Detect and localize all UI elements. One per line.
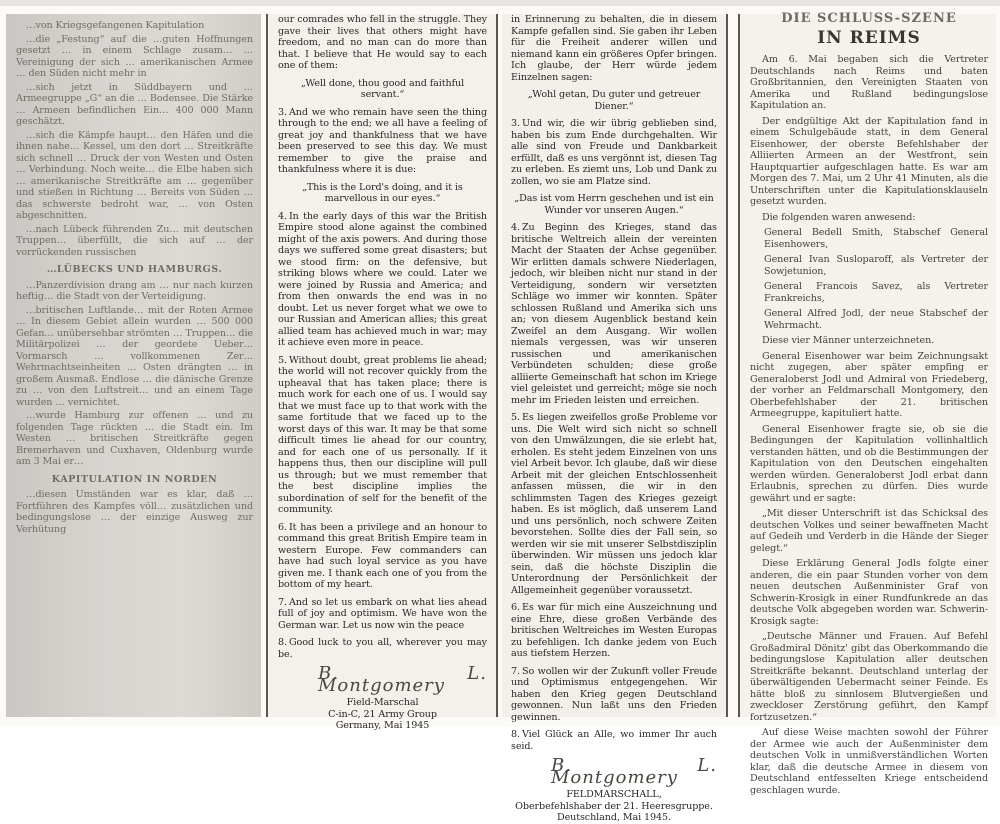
item-text: Es war für mich eine Auszeichnung und eine Ehre, diese großen Verbände des britischen Weltreiches im Westen Europas zu befehligen. Ich danke jedem von Euch aus tiefstem Herzen.	[511, 602, 717, 659]
item-text: So wollen wir der Zukunft voller Freude und Optimismus entgegengehen. Wir haben den Krieg gegen Deutschland gewonnen. Nun laßt uns den Frieden gewinnen.	[511, 665, 717, 723]
col4-paragraph: Am 6. Mai begaben sich die Vertreter Deutschlands nach Reims und baten Großbritannien, den Vereinigten Staaten von Amerika und Rußland bedingungslose Kapitulation an.	[750, 54, 988, 111]
col2-item	[278, 211, 487, 349]
col4-quote: „Mit dieser Unterschrift ist das Schicksal des deutschen Volkes und seiner bewaffneten Macht auf Gedeih und Verderb in die Hände der Sieger gelegt.“	[750, 508, 988, 554]
col1-paragraph: …Panzerdivision drang am … nur nach kurzen heftig… die Stadt von der Verteidigung.	[16, 279, 253, 302]
col1-paragraph: …nach Lübeck führenden Zu… mit deutschen Truppen… überfüllt, die sich auf … der vorrückenden russischen	[16, 223, 253, 258]
col4-quote: „Deutsche Männer und Frauen. Auf Befehl Großadmiral Dönitz' gibt das Oberkommando die bedingungslose Kapitulation aller deutschen Streitkräfte bekannt. Deutschland unterlag der überwältigenden Uebermacht seiner Feinde. Es hätte bloß zu sinnlosem Blutvergießen und zweckloser Zerstörung geführt, den Kampf fortzusetzen.“	[750, 631, 988, 723]
item-number: 3.	[278, 106, 287, 118]
headline-top: DIE SCHLUSS-SZENE	[781, 11, 957, 26]
item-number: 7.	[278, 596, 287, 608]
col2-item	[278, 107, 487, 176]
signoff-line: FELDMARSCHALL,	[566, 789, 662, 800]
item-text: Es liegen zweifellos große Probleme vor uns. Die Welt wird sich nicht so schnell von den Umwälzungen, die sie erlebt hat, erholen. Es steht jedem Einzelnen von uns viel Arbeit bevor. Ich glaube, daß wir diese Arbeit mit der gleichen Entschlossenheit anfassen müssen, die wir in den schlimmsten Tagen des Krieges gezeigt haben. Es ist möglich, daß unserem Land und uns persönlich, noch schwere Zeiten bevorstehen. Sollte dies der Fall sein, so werden wir sie mit unserer Selbstdisziplin überwinden. Wir müssen uns jedoch klar sein, daß die höchste Disziplin die Unterordnung der Persönlichkeit der Allgemeinheit gegenüber voraussetzt.	[511, 412, 717, 596]
item-text: Zu Beginn des Krieges, stand das britische Weltreich allein der vereinten Macht der Staaten der Achse gegenüber. Wir erlitten damals schwere Niederlagen, jedoch, wir bleiben nicht nur stand in der Verteidigung, sondern wir versetzten Schläge wo immer wir konnten. Später schlossen Rußland und Amerika sich uns an; von diesem Augenblick bestand kein Zweifel an dem Ausgang. Wir wollen niemals vergessen, was wir unseren russischen und amerikanischen Verbündeten schulden; diese große alliierte Gemeinschaft hat schon im Kriege viel geleistet und gerreicht; möge sie noch mehr im Frieden leisten und erreichen.	[511, 222, 717, 406]
present-item: General Ivan Susloparoff, als Vertreter der Sowjetunion,	[764, 254, 988, 277]
col1-paragraph: …die „Festung“ auf die …guten Hoffnungen gesetzt … in einem Schlage zusam… …Vereinigung der sich … amerikanischen Armee … den Süden nicht mehr in	[16, 33, 253, 79]
col3-item	[511, 118, 717, 187]
col4-paragraph: Der endgültige Akt der Kapitulation fand in einem Schulgebäude statt, in dem General Eisenhower, der oberste Befehlshaber der Alliierten Armeen an der Westfront, sein Hauptquartier aufgeschlagen hatte. Es war am Morgen des 7. Mai, um 2 Uhr 41 Minuten, als die Unterschriften unter die Kapitulationsklauseln gesetzt wurden.	[750, 115, 988, 207]
item-text: And we who remain have seen the thing through to the end; we all have a feeling of great joy and thankfulness that we have been preserved to see this day. We must remember to give the praise and thankfulness where it is due:	[278, 106, 487, 175]
col3-item	[511, 222, 717, 406]
col1-heading: …LÜBECKS UND HAMBURGS.	[46, 264, 223, 275]
present-item: General Alfred Jodl, der neue Stabschef der Wehrmacht.	[764, 308, 988, 331]
signoff-line: C-in-C, 21 Army Group	[328, 708, 437, 720]
col3-item	[511, 729, 717, 752]
col1-paragraph: …sich jetzt in Süddbayern und … Armeegruppe „G“ an die … Bodensee. Die Stärke … Armeen befindlichen Ein… 400 000 Mann geschätzt.	[16, 81, 253, 127]
col4-paragraph: Auf diese Weise machten sowohl der Führer der Armee wie auch der Außenminister dem deutschen Volk in unmißverständlichen Worten klar, daß die deutsche Armee in diesem von Deutschland entfesselten Kriege entscheidend geschlagen wurde.	[750, 727, 988, 796]
column-3-german	[502, 14, 728, 823]
col4-paragraph: Die folgenden waren anwesend:	[762, 211, 916, 223]
column-2-english	[266, 14, 498, 731]
col3-item	[511, 666, 717, 724]
col4-paragraph: General Eisenhower war beim Zeichnungsakt nicht zugegen, aber später empfing er Generaloberst Jodl und Admiral von Friedeberg, der vorher an Feldmarschall Montgomery, den Oberbefehlshaber der 21. britischen Armeegruppe, kapituliert hatte.	[750, 350, 988, 419]
item-number: 3.	[511, 118, 520, 129]
item-text: Without doubt, great problems lie ahead; the world will not recover quickly from the upheaval that has taken place; there is much work for each one of us. I would say that we must face up to that work with the same fortitude that we faced up to the worst days of this war. It may be that some difficult times lie ahead for our country, and for each one of us personally. If it happens thus, then our discipline will pull us through; but we must remember that the best discipline implies the subordination of self for the benefit of the community.	[278, 354, 487, 515]
col2-quote: „Well done, thou good and faithful servant.“	[300, 77, 465, 100]
col4-paragraph: General Eisenhower fragte sie, ob sie die Bedingungen der Kapitulation vollinhaltlich verstanden hätten, und ob die Bestimmungen der Kapitulation von den Deutschen eingehalten werden würden. Generaloberst Jodl erbat dann Erlaubnis, sprechen zu dürfen. Dies wurde gewährt und er sagte:	[750, 423, 988, 504]
present-item: General Francois Savez, als Vertreter Frankreichs,	[764, 281, 988, 304]
item-text: Und wir, die wir übrig geblieben sind, haben bis zum Ende durchgehalten. Wir alle sind von Freude und Dankbarkeit erfüllt, daß es uns vergönnt ist, diesen Tag zu erleben. Es ziemt uns, Lob und Dank zu zollen, wo sie am Platze sind.	[511, 118, 717, 187]
col2-item	[278, 522, 487, 591]
montgomery-signature: B. L. Montgomery	[551, 755, 717, 788]
col2-intro: our comrades who fell in the struggle. They gave their lives that others might have freedom, and no man can do more than that. I believe that He would say to each one of them:	[278, 14, 487, 71]
column-1-faded	[6, 14, 261, 717]
col1-paragraph: …diesen Umständen war es klar, daß … Fortführen des Kampfes völl… zusätzlichen und bedingungslose … der einzige Ausweg zur Verhütung	[16, 489, 253, 535]
col3-signoff	[511, 789, 717, 824]
signoff-line: Deutschland, Mai 1945.	[556, 812, 671, 823]
headline: IN REIMS	[817, 28, 921, 48]
col1-paragraph: …von Kriegsgefangenen Kapitulation	[26, 20, 205, 31]
col2-quote: „This is the Lord's doing, and it is marvellous in our eyes.“	[302, 181, 463, 204]
item-text: Viel Glück an Alle, wo immer Ihr auch seid.	[511, 729, 717, 752]
item-number: 8.	[511, 729, 520, 740]
item-number: 5.	[511, 412, 520, 423]
col3-intro: in Erinnerung zu behalten, die in diesem Kampfe gefallen sind. Sie gaben ihr Leben für die Freiheit anderer willen und niemand kann ein größeres Opfer bringen. Ich glaube, der Herr würde jedem Einzelnen sagen:	[511, 14, 717, 83]
col1-paragraph: …britischen Luftlande… mit der Roten Armee … In diesem Gebiet allein wurden … 500 000 Gefan… unübersehbar strömten … Truppen… die Militärpolizei … der geordete Ueber… Vormarsch … vollkommenen Zer… Wehrmachtseinheiten … Osten drängten … in großem Ausmaß. Endlose … die dänische Grenze zu … von den Luftstreit… und an einem Tage wurden … vernichtet.	[16, 304, 253, 408]
item-number: 6.	[278, 521, 287, 533]
col3-quote: „Das ist vom Herrn geschehen und ist ein Wunder vor unseren Augen.“	[514, 193, 714, 216]
col2-signoff	[278, 697, 487, 732]
present-item: General Bedell Smith, Stabschef General Eisenhowers,	[764, 227, 988, 250]
col2-item	[278, 355, 487, 516]
page-edge	[0, 0, 1000, 6]
signoff-line: Oberbefehlshaber der 21. Heeresgruppe.	[515, 800, 713, 812]
item-number: 5.	[278, 354, 287, 366]
item-text: It has been a privilege and an honour to command this great British Empire team in western Europe. Few commanders can have had such loyal service as you have given me. I thank each one of you from the bottom of my heart.	[278, 521, 487, 590]
col4-paragraph: Diese vier Männer unterzeichneten.	[762, 335, 935, 346]
col1-paragraph: …sich die Kämpfe haupt… den Häfen und die ihnen nahe… Kessel, um den dort … Streitkräfte sich schnell … Druck der von Westen und Osten … Verbindung. Noch weite… die Elbe haben sich … amerikanische Streitkräfte am … gegenüber und stießen in Richtung … Bereits von Süden … das schwerste bedroht war, … von Osten abgeschnitten.	[16, 129, 253, 221]
col2-item	[278, 597, 487, 632]
item-text: In the early days of this war the British Empire stood alone against the combined might of the axis powers. And during those days we suffered some great disasters; but we stood firm: on the defensive, but striking blows where we could. Later we were joined by Russia and America; and from then onwards the end was in no doubt. Let us never forget what we owe to our Russian and American allies; this great allied team has achieved much in war; may it achieve even more in peace.	[278, 210, 487, 348]
montgomery-signature: B. L. Montgomery	[318, 663, 487, 696]
col3-item	[511, 412, 717, 596]
signoff-line: Field-Marschal	[346, 697, 419, 708]
col1-paragraph: …wurde Hamburg zur offenen … und zu folgenden Tage rückten … die Stadt ein. Im Westen … britischen Streitkräfte gegen Bremerhaven und Cuxhaven, Oldenburg wurde am 3 Mai er…	[16, 410, 253, 467]
col2-item	[278, 637, 487, 660]
item-number: 7.	[511, 665, 520, 677]
column-4-reims	[738, 11, 996, 796]
col1-heading: KAPITULATION IN NORDEN	[51, 473, 218, 485]
item-number: 6.	[511, 602, 520, 613]
col3-quote: „Wohl getan, Du guter und getreuer Diener.“	[527, 89, 701, 112]
col3-item	[511, 602, 717, 660]
item-number: 8.	[278, 637, 287, 648]
item-number: 4.	[511, 222, 520, 233]
item-number: 4.	[278, 210, 287, 222]
signoff-line: Germany, Mai 1945	[335, 720, 430, 731]
item-text: Good luck to you all, wherever you may be.	[278, 637, 487, 660]
item-text: And so let us embark on what lies ahead full of joy and optimism. We have won the German war. Let us now win the peace	[278, 596, 487, 631]
col4-paragraph: Diese Erklärung General Jodls folgte einer anderen, die ein paar Stunden vorher von dem neuen deutschen Außenminister Graf von Schwerin-Krosigk in einer Rundfunkrede an das deutsche Volk abgegeben worden war. Schwerin-Krosigk sagte:	[750, 558, 988, 627]
